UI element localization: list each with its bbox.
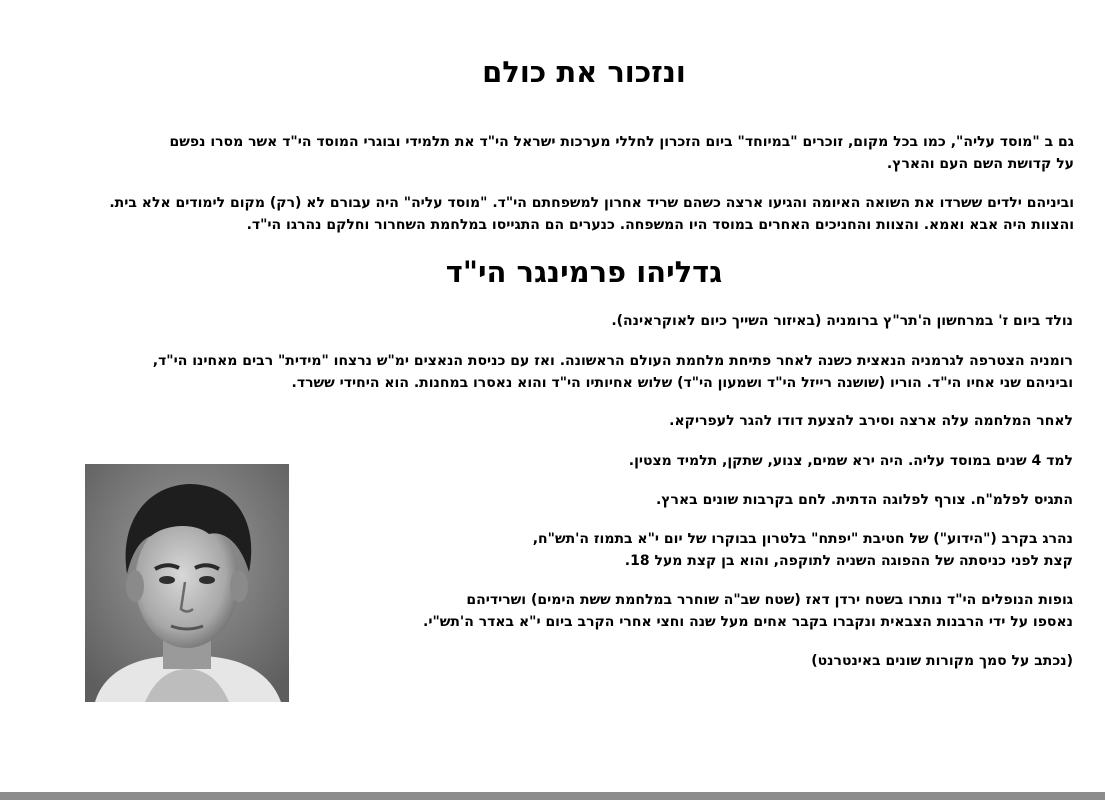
intro-p1-line-1: גם ב "מוסד עליה", כמו בכל מקום, זוכרים "במיוחד" ביום הזכרון לחללי מערכות ישראל הי"ד את תלמידי ובוגרי המוסד הי"ד אשר מסרו נפשם	[169, 134, 1074, 150]
intro-p1-line-2: על קדושת השם העם והארץ.	[886, 156, 1074, 172]
bio-war	[153, 350, 1073, 394]
person-name-heading: גדליהו פרמינגר הי"ד	[445, 255, 723, 289]
bio-aliyah: לאחר המלחמה עלה ארצה וסירב להצעת דודו להגר לעפריקא.	[669, 413, 1073, 429]
intro-paragraph-2	[109, 192, 1074, 236]
portrait-photo	[85, 464, 289, 702]
intro-paragraph-1	[170, 131, 1074, 175]
bio-death-line-2: קצת לפני כניסתה של ההפוגה השניה לתוקפה, והוא בן קצת מעל 18.	[624, 553, 1073, 569]
bio-war-line-1: רומניה הצטרפה לגרמניה הנאצית כשנה לאחר פתיחת מלחמת העולם הראשונה. ואז עם כניסת הנאצים ימ"ש נרצחו "מידית" רבים מאחינו הי"ד,	[152, 353, 1073, 369]
footer-bar	[0, 792, 1105, 800]
bio-studies: למד 4 שנים במוסד עליה. היה ירא שמים, צנוע, שתקן, תלמיד מצטין.	[628, 453, 1073, 469]
bio-burial	[423, 589, 1073, 633]
bio-enlist: התגיס לפלמ"ח. צורף לפלוגה הדתית. לחם בקרבות שונים בארץ.	[655, 492, 1073, 508]
intro-p2-line-2: והצוות היה אבא ואמא. והצוות והחניכים האחרים במוסד היו המשפחה. כנערים הם התגייסו במלחמת השחרור וחלקם נהרגו הי"ד.	[246, 217, 1074, 233]
bio-burial-line-1: גופות הנופלים הי"ד נותרו בשטח ירדן דאז (שטח שב"ה שוחרר במלחמת ששת הימים) ושרידיהם	[466, 592, 1073, 608]
intro-p2-line-1: וביניהם ילדים ששרדו את השואה האיומה והגיעו ארצה כשהם שריד אחרון למשפחתם הי"ד. "מוסד עליה" היה עבורם לא (רק) מקום לימודים אלא בית.	[109, 195, 1074, 211]
bio-death	[533, 528, 1073, 572]
bio-birth: נולד ביום ז' במרחשון ה'תר"ץ ברומניה (באיזור השייך כיום לאוקראינה).	[611, 313, 1073, 329]
page-title: ונזכור את כולם	[482, 55, 686, 89]
source-note: (נכתב על סמך מקורות שונים באינטרנט)	[811, 653, 1073, 669]
bio-burial-line-2: נאספו על ידי הרבנות הצבאית ונקברו בקבר אחים מעל שנה וחצי אחרי הקרב ביום י"א באדר ה'תש"י.	[423, 614, 1073, 630]
bio-death-line-1: נהרג בקרב ("הידוע") של חטיבת "יפתח" בלטרון בבוקרו של יום י"א בתמוז ה'תש"ח,	[532, 531, 1073, 547]
bio-war-line-2: וביניהם שני אחיו הי"ד. הוריו (שושנה רייזל הי"ד ושמעון הי"ד) שלוש אחיותיו הי"ד והוא נאסרו במחנות. הוא היחידי ששרד.	[291, 375, 1073, 391]
portrait-photo-icon	[85, 464, 289, 702]
